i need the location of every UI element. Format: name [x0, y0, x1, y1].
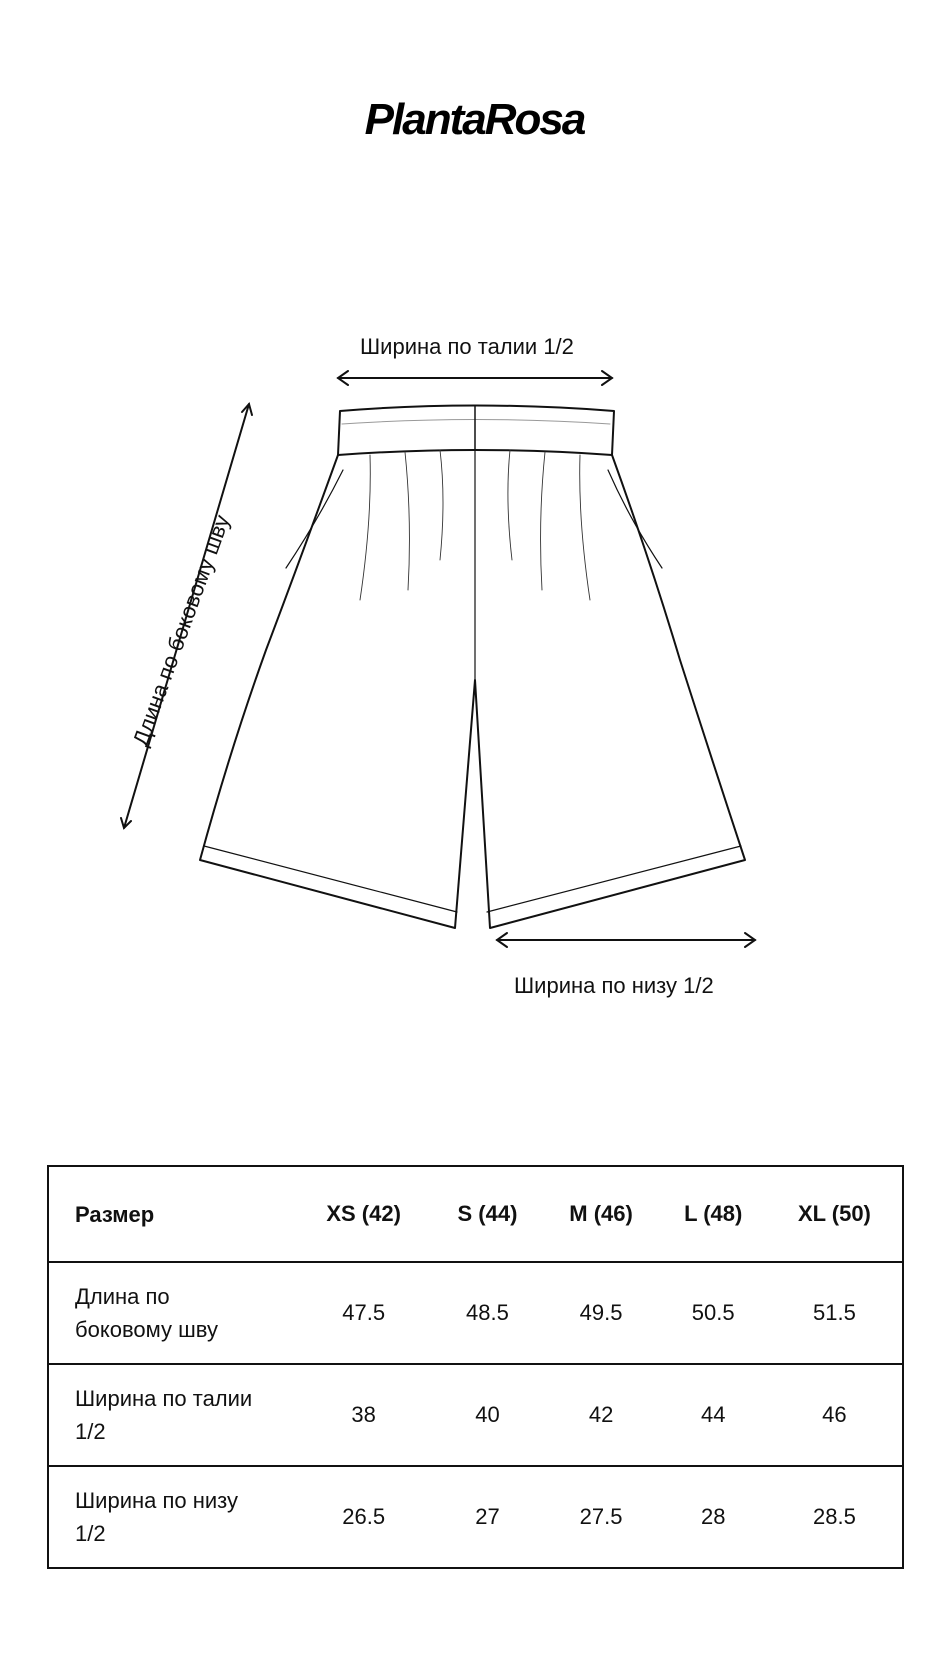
hem-width-label: Ширина по низу 1/2	[514, 973, 714, 998]
header-s: S (44)	[457, 1201, 518, 1226]
table-cell: 46	[767, 1364, 903, 1466]
header-m: M (46)	[569, 1201, 633, 1226]
table-cell: 42	[543, 1364, 660, 1466]
side-length-label: Длина по боковому шву	[127, 511, 235, 750]
table-cell: 27.5	[543, 1466, 660, 1568]
row-label-line: 1/2	[75, 1419, 106, 1444]
table-cell: 51.5	[767, 1262, 903, 1364]
table-cell: 48.5	[432, 1262, 542, 1364]
header-xl: XL (50)	[797, 1201, 871, 1226]
table-cell: 50.5	[660, 1262, 767, 1364]
waistband	[338, 406, 614, 456]
table-header-row	[48, 1166, 903, 1262]
table-row	[48, 1262, 903, 1364]
table-cell: 27	[432, 1466, 542, 1568]
table-cell: 38	[295, 1364, 432, 1466]
table-cell: 28.5	[767, 1466, 903, 1568]
row-label	[48, 1466, 295, 1568]
row-label-line: 1/2	[75, 1521, 106, 1546]
header-xs: XS (42)	[326, 1201, 401, 1226]
table-row	[48, 1466, 903, 1568]
table-cell: 28	[660, 1466, 767, 1568]
row-label-line: боковому шву	[75, 1317, 218, 1342]
row-label	[48, 1262, 295, 1364]
row-label-line: Ширина по талии	[75, 1386, 253, 1411]
brand-logo: PlantaRosa	[364, 95, 585, 144]
row-label-line: Длина по	[75, 1284, 170, 1309]
row-label-line: Ширина по низу	[75, 1488, 239, 1513]
shorts-outline	[200, 455, 745, 928]
table-cell: 26.5	[295, 1466, 432, 1568]
header-l: L (48)	[684, 1201, 743, 1226]
size-table	[47, 1165, 904, 1569]
table-cell: 40	[432, 1364, 542, 1466]
table-cell: 49.5	[543, 1262, 660, 1364]
table-cell: 47.5	[295, 1262, 432, 1364]
table-cell: 44	[660, 1364, 767, 1466]
row-label	[48, 1364, 295, 1466]
waist-width-label: Ширина по талии 1/2	[360, 334, 574, 359]
table-row	[48, 1364, 903, 1466]
header-size: Размер	[75, 1201, 155, 1227]
